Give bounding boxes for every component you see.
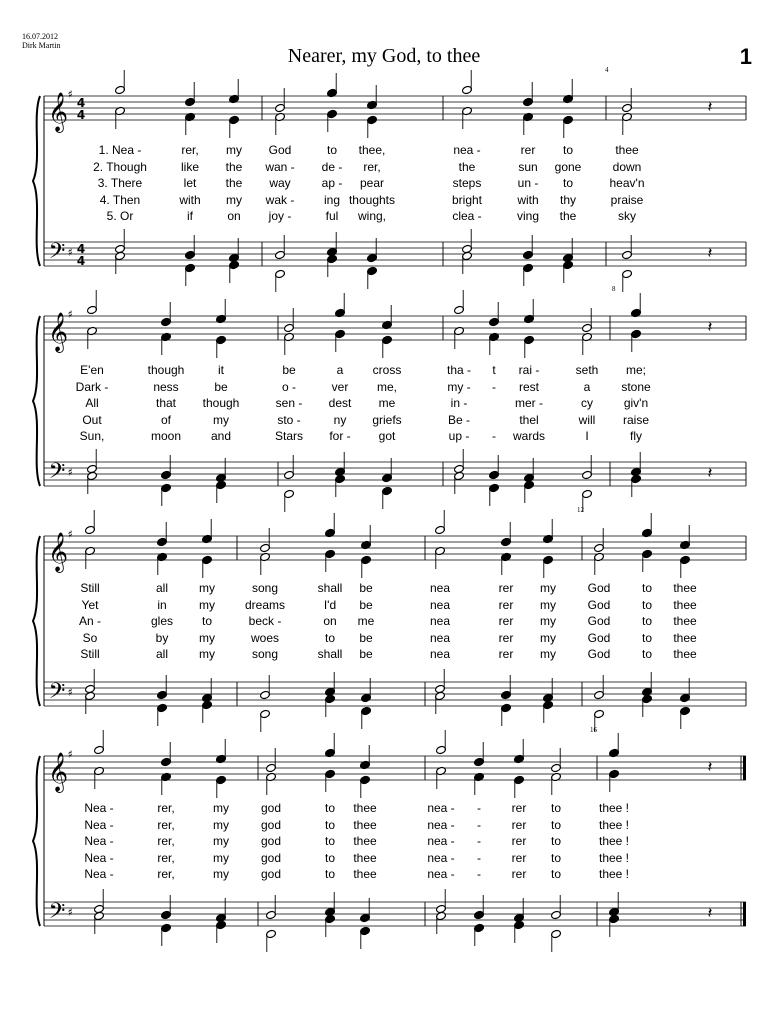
lyric-syllable: seth [575, 363, 599, 377]
lyric-syllable: beck - [248, 614, 282, 628]
page-number: 1 [739, 44, 752, 69]
time-signature-top: 4 [76, 96, 86, 110]
lyric-syllable: if [187, 209, 193, 223]
lyric-syllable: my - [447, 379, 471, 394]
lyric-syllable: me, [376, 379, 398, 394]
time-signature-bottom: 4 [76, 108, 86, 122]
lyric-syllable: for - [329, 429, 351, 443]
key-sharp-icon: ♯ [67, 246, 73, 259]
lyric-syllable: my [213, 834, 229, 848]
lyric-syllable: nea [429, 647, 451, 661]
bass-clef-icon: 𝄢 [48, 239, 66, 269]
treble-clef-icon: 𝄞 [47, 312, 69, 352]
time-signature-top: 4 [76, 242, 86, 256]
lyric-syllable: thee [673, 597, 697, 612]
lyric-syllable: thee [353, 867, 377, 881]
lyric-syllable: thee [673, 647, 697, 661]
lyric-syllable: Be - [447, 412, 471, 427]
lyric-syllable: rest [518, 379, 540, 394]
lyric-syllable: got [378, 429, 396, 443]
brace [33, 536, 40, 706]
lyric-syllable: wards [512, 429, 546, 443]
lyric-syllable: griefs [372, 412, 402, 427]
lyric-syllable: dest [328, 396, 352, 410]
lyric-syllable: the [225, 159, 243, 174]
lyric-syllable: by [155, 630, 169, 645]
lyric-syllable: with [517, 192, 539, 207]
lyric-syllable: in - [450, 396, 468, 410]
lyric-syllable: rer [498, 581, 514, 595]
treble-clef-icon: 𝄞 [47, 532, 69, 572]
lyric-syllable: Stars [274, 429, 304, 443]
lyric-syllable: moon [150, 429, 182, 443]
lyric-syllable: my [199, 597, 215, 612]
lyric-syllable: my [226, 143, 242, 157]
bass-clef-icon: 𝄢 [48, 899, 66, 929]
lyric-syllable: all [155, 647, 169, 661]
lyric-syllable: 4. Then [99, 192, 141, 207]
lyric-syllable: nea [429, 597, 451, 612]
lyric-syllable: Out [82, 412, 102, 427]
lyric-syllable: cy [581, 396, 593, 410]
rest-icon: 𝄽 [707, 903, 713, 922]
lyric-syllable: ver [331, 379, 349, 394]
lyric-syllable: my [213, 867, 229, 881]
lyric-syllable: nea [429, 581, 451, 595]
lyric-syllable: to [201, 614, 213, 628]
lyric-syllable: sun [518, 159, 538, 174]
lyric-syllable: rer, [157, 850, 175, 865]
lyric-syllable: be [359, 597, 373, 612]
brace [33, 96, 40, 266]
lyric-syllable: up - [448, 429, 470, 443]
lyric-syllable: rer [498, 647, 514, 661]
lyric-syllable: clea - [452, 209, 482, 223]
lyric-syllable: shall [317, 581, 343, 595]
bass-clef-icon: 𝄢 [48, 679, 66, 709]
lyric-syllable: god [260, 834, 282, 848]
lyric-syllable: Dark - [75, 379, 109, 394]
lyric-syllable: Nea - [84, 867, 114, 881]
lyric-syllable: - [492, 429, 496, 443]
lyric-syllable: stone [621, 379, 651, 394]
key-sharp-icon: ♯ [67, 466, 73, 479]
lyric-syllable: to [641, 630, 653, 645]
lyric-syllable: thee ! [598, 850, 630, 865]
lyric-syllable: my [213, 817, 229, 832]
lyric-syllable: all [155, 581, 169, 595]
lyric-syllable: will [578, 412, 596, 427]
lyric-syllable: to [641, 581, 653, 595]
lyric-syllable: to [324, 817, 336, 832]
lyric-syllable: - [477, 801, 481, 815]
lyric-syllable: to [550, 801, 562, 815]
lyric-syllable: steps [452, 176, 482, 190]
lyric-syllable: So [82, 630, 98, 645]
lyric-syllable: fly [630, 429, 642, 443]
lyric-syllable: nea - [427, 834, 455, 848]
lyric-syllable: nea [429, 630, 451, 645]
lyric-syllable: me; [625, 363, 647, 377]
lyric-syllable: 1. Nea - [98, 143, 142, 157]
lyric-syllable: rer [511, 817, 527, 832]
lyric-syllable: t [492, 363, 496, 377]
lyric-syllable: on [227, 209, 241, 223]
lyric-syllable: song [251, 647, 279, 661]
lyric-syllable: my [226, 192, 242, 207]
measure-number: 16 [590, 726, 597, 734]
lyric-syllable: sto - [277, 412, 301, 427]
lyric-syllable: way [269, 176, 291, 190]
key-sharp-icon: ♯ [67, 308, 73, 321]
lyric-syllable: ing [323, 192, 341, 207]
lyric-syllable: rer, [157, 834, 175, 848]
measure-number: 4 [605, 66, 609, 74]
lyric-syllable: my [213, 801, 229, 815]
lyric-syllable: thee ! [598, 801, 630, 815]
lyric-syllable: to [550, 817, 562, 832]
lyric-syllable: thee ! [598, 817, 630, 832]
lyric-syllable: to [324, 630, 336, 645]
lyric-syllable: rer [511, 801, 527, 815]
lyric-syllable: heav'n [609, 176, 645, 190]
lyric-syllable: rer, [181, 143, 199, 157]
lyric-syllable: shall [317, 647, 343, 661]
lyric-syllable: thee [353, 834, 377, 848]
lyric-syllable: though [147, 363, 185, 377]
lyric-syllable: - [477, 867, 481, 881]
lyric-syllable: I'd [323, 597, 337, 612]
lyric-syllable: thee, [358, 143, 386, 157]
lyric-syllable: mer - [515, 396, 543, 410]
lyric-syllable: nea - [427, 867, 455, 881]
lyric-syllable: rer, [157, 801, 175, 815]
lyric-syllable: All [85, 396, 99, 410]
lyric-syllable: rer [498, 614, 514, 628]
rest-icon: 𝄽 [707, 757, 713, 776]
lyric-syllable: God [268, 143, 292, 157]
lyric-syllable: god [260, 817, 282, 832]
lyric-syllable: God [587, 581, 611, 595]
lyric-syllable: wan - [265, 159, 295, 174]
lyric-syllable: like [180, 159, 200, 174]
lyric-syllable: god [260, 867, 282, 881]
treble-clef-icon: 𝄞 [47, 92, 69, 132]
lyric-syllable: rer, [157, 817, 175, 832]
lyric-syllable: ving [516, 209, 540, 223]
key-sharp-icon: ♯ [67, 906, 73, 919]
lyric-syllable: god [260, 850, 282, 865]
lyric-syllable: the [458, 159, 476, 174]
lyric-syllable: my [199, 630, 215, 645]
lyric-syllable: to [641, 614, 653, 628]
measure-number: 8 [612, 285, 616, 293]
lyric-syllable: - [477, 817, 481, 832]
lyric-syllable: to [324, 867, 336, 881]
lyric-syllable: to [641, 597, 653, 612]
lyric-syllable: my [540, 647, 556, 661]
brace [33, 316, 40, 486]
lyric-syllable: wak - [265, 192, 295, 207]
lyric-syllable: be [282, 363, 296, 377]
lyric-syllable: thoughts [348, 192, 396, 207]
lyric-syllable: ap - [321, 176, 343, 190]
rest-icon: 𝄽 [707, 317, 713, 336]
lyric-syllable: the [225, 176, 243, 190]
lyric-syllable: thee [353, 817, 377, 832]
lyric-syllable: joy - [268, 209, 292, 223]
lyric-syllable: o - [281, 379, 297, 394]
lyric-syllable: song [251, 581, 279, 595]
lyric-syllable: god [260, 801, 282, 815]
lyric-syllable: 2. Though [93, 159, 147, 174]
lyric-syllable: 3. There [97, 176, 143, 190]
lyric-syllable: Nea - [84, 817, 114, 832]
lyric-syllable: thee ! [598, 834, 630, 848]
lyric-syllable: rer [511, 867, 527, 881]
lyric-syllable: - [477, 834, 481, 848]
lyric-syllable: wing, [357, 209, 387, 223]
lyric-syllable: my [540, 614, 556, 628]
lyric-syllable: God [587, 647, 611, 661]
lyric-syllable: cross [372, 363, 402, 377]
lyric-syllable: gone [554, 159, 582, 174]
lyric-syllable: be [359, 581, 373, 595]
lyric-syllable: me [378, 396, 396, 410]
lyric-syllable: God [587, 597, 611, 612]
lyric-syllable: on [323, 614, 337, 628]
lyric-syllable: woes [250, 630, 280, 645]
key-sharp-icon: ♯ [67, 748, 73, 761]
lyric-syllable: my [540, 581, 556, 595]
rest-icon: 𝄽 [707, 97, 713, 116]
lyric-syllable: tha - [446, 363, 472, 377]
lyric-syllable: nea - [427, 817, 455, 832]
lyric-syllable: rer [511, 834, 527, 848]
lyric-syllable: to [550, 850, 562, 865]
lyric-syllable: un - [517, 176, 539, 190]
lyric-syllable: An - [78, 614, 102, 628]
lyric-syllable: Still [80, 581, 100, 595]
lyric-syllable: bright [451, 192, 483, 207]
lyric-syllable: to [550, 834, 562, 848]
lyric-syllable: 5. Or [106, 209, 134, 223]
lyric-syllable: Still [80, 647, 100, 661]
lyric-syllable: my [199, 581, 215, 595]
lyric-syllable: Nea - [84, 850, 114, 865]
lyric-syllable: to [324, 801, 336, 815]
lyric-syllable: rai - [518, 363, 540, 377]
lyric-syllable: to [641, 647, 653, 661]
lyric-syllable: rer [520, 143, 536, 157]
lyric-syllable: that [155, 396, 177, 410]
lyric-syllable: to [550, 867, 562, 881]
lyric-syllable: nea [429, 614, 451, 628]
lyric-syllable: rer, [363, 159, 381, 174]
lyric-syllable: sky [618, 209, 636, 223]
lyric-syllable: raise [622, 412, 650, 427]
lyric-syllable: thee [673, 614, 697, 628]
lyric-syllable: nea - [453, 143, 481, 157]
lyric-syllable: dreams [244, 597, 286, 612]
lyric-syllable: my [199, 647, 215, 661]
date: 16.07.2012 [22, 32, 58, 41]
lyric-syllable: God [587, 614, 611, 628]
lyric-syllable: rer [511, 850, 527, 865]
lyric-syllable: with [179, 192, 201, 207]
lyric-syllable: thee [353, 850, 377, 865]
lyric-syllable: my [213, 412, 229, 427]
lyric-syllable: me [357, 614, 375, 628]
lyric-syllable: to [562, 143, 574, 157]
lyric-syllable: giv'n [623, 396, 649, 410]
lyric-syllable: thy [559, 192, 577, 207]
lyric-syllable: thee ! [598, 867, 630, 881]
lyric-syllable: pear [359, 176, 385, 190]
lyric-syllable: thel [519, 412, 539, 427]
lyric-syllable: though [202, 396, 240, 410]
key-sharp-icon: ♯ [67, 88, 73, 101]
lyric-syllable: to [562, 176, 574, 190]
key-sharp-icon: ♯ [67, 686, 73, 699]
lyric-syllable: ny [333, 412, 347, 427]
treble-clef-icon: 𝄞 [47, 752, 69, 792]
brace [33, 756, 40, 926]
key-sharp-icon: ♯ [67, 528, 73, 541]
lyric-syllable: to [326, 143, 338, 157]
lyric-syllable: my [213, 850, 229, 865]
bass-clef-icon: 𝄢 [48, 459, 66, 489]
time-signature-bottom: 4 [76, 254, 86, 268]
lyric-syllable: ness [153, 379, 179, 394]
lyric-syllable: my [540, 597, 556, 612]
lyric-syllable: rer [498, 630, 514, 645]
lyric-syllable: sen - [275, 396, 303, 410]
lyric-syllable: nea - [427, 850, 455, 865]
lyric-syllable: gles [150, 614, 174, 628]
lyric-syllable: nea - [427, 801, 455, 815]
lyric-syllable: it [218, 363, 224, 377]
lyric-syllable: thee [673, 581, 697, 595]
lyric-syllable: - [477, 850, 481, 865]
lyric-syllable: Yet [81, 597, 99, 612]
lyric-syllable: be [214, 379, 228, 394]
lyric-syllable: let [183, 176, 197, 190]
lyric-syllable: to [324, 850, 336, 865]
lyric-syllable: in [157, 597, 167, 612]
lyric-syllable: Sun, [79, 429, 105, 443]
rest-icon: 𝄽 [707, 243, 713, 262]
lyric-syllable: Nea - [84, 834, 114, 848]
lyric-syllable: thee [353, 801, 377, 815]
lyric-syllable: of [160, 412, 172, 427]
lyric-syllable: de - [321, 159, 343, 174]
lyric-syllable: God [587, 630, 611, 645]
lyric-syllable: rer, [157, 867, 175, 881]
lyric-syllable: E'en [80, 363, 104, 377]
lyric-syllable: be [359, 630, 373, 645]
lyric-syllable: a [583, 379, 591, 394]
lyric-syllable: Nea - [84, 801, 114, 815]
lyric-syllable: I [585, 429, 589, 443]
page-title: Nearer, my God, to thee [287, 45, 481, 67]
lyric-syllable: and [210, 429, 232, 443]
lyric-syllable: thee [673, 630, 697, 645]
lyric-syllable: down [612, 159, 642, 174]
lyric-syllable: rer [498, 597, 514, 612]
lyric-syllable: the [559, 209, 577, 223]
lyric-syllable: to [324, 834, 336, 848]
lyric-syllable: praise [610, 192, 644, 207]
rest-icon: 𝄽 [707, 463, 713, 482]
measure-number: 12 [577, 506, 584, 514]
lyric-syllable: a [336, 363, 344, 377]
lyric-syllable: thee [615, 143, 639, 157]
lyric-syllable: be [359, 647, 373, 661]
lyric-syllable: ful [325, 209, 339, 223]
lyric-syllable: - [492, 379, 496, 394]
lyric-syllable: my [540, 630, 556, 645]
composer: Dirk Martin [22, 41, 61, 50]
